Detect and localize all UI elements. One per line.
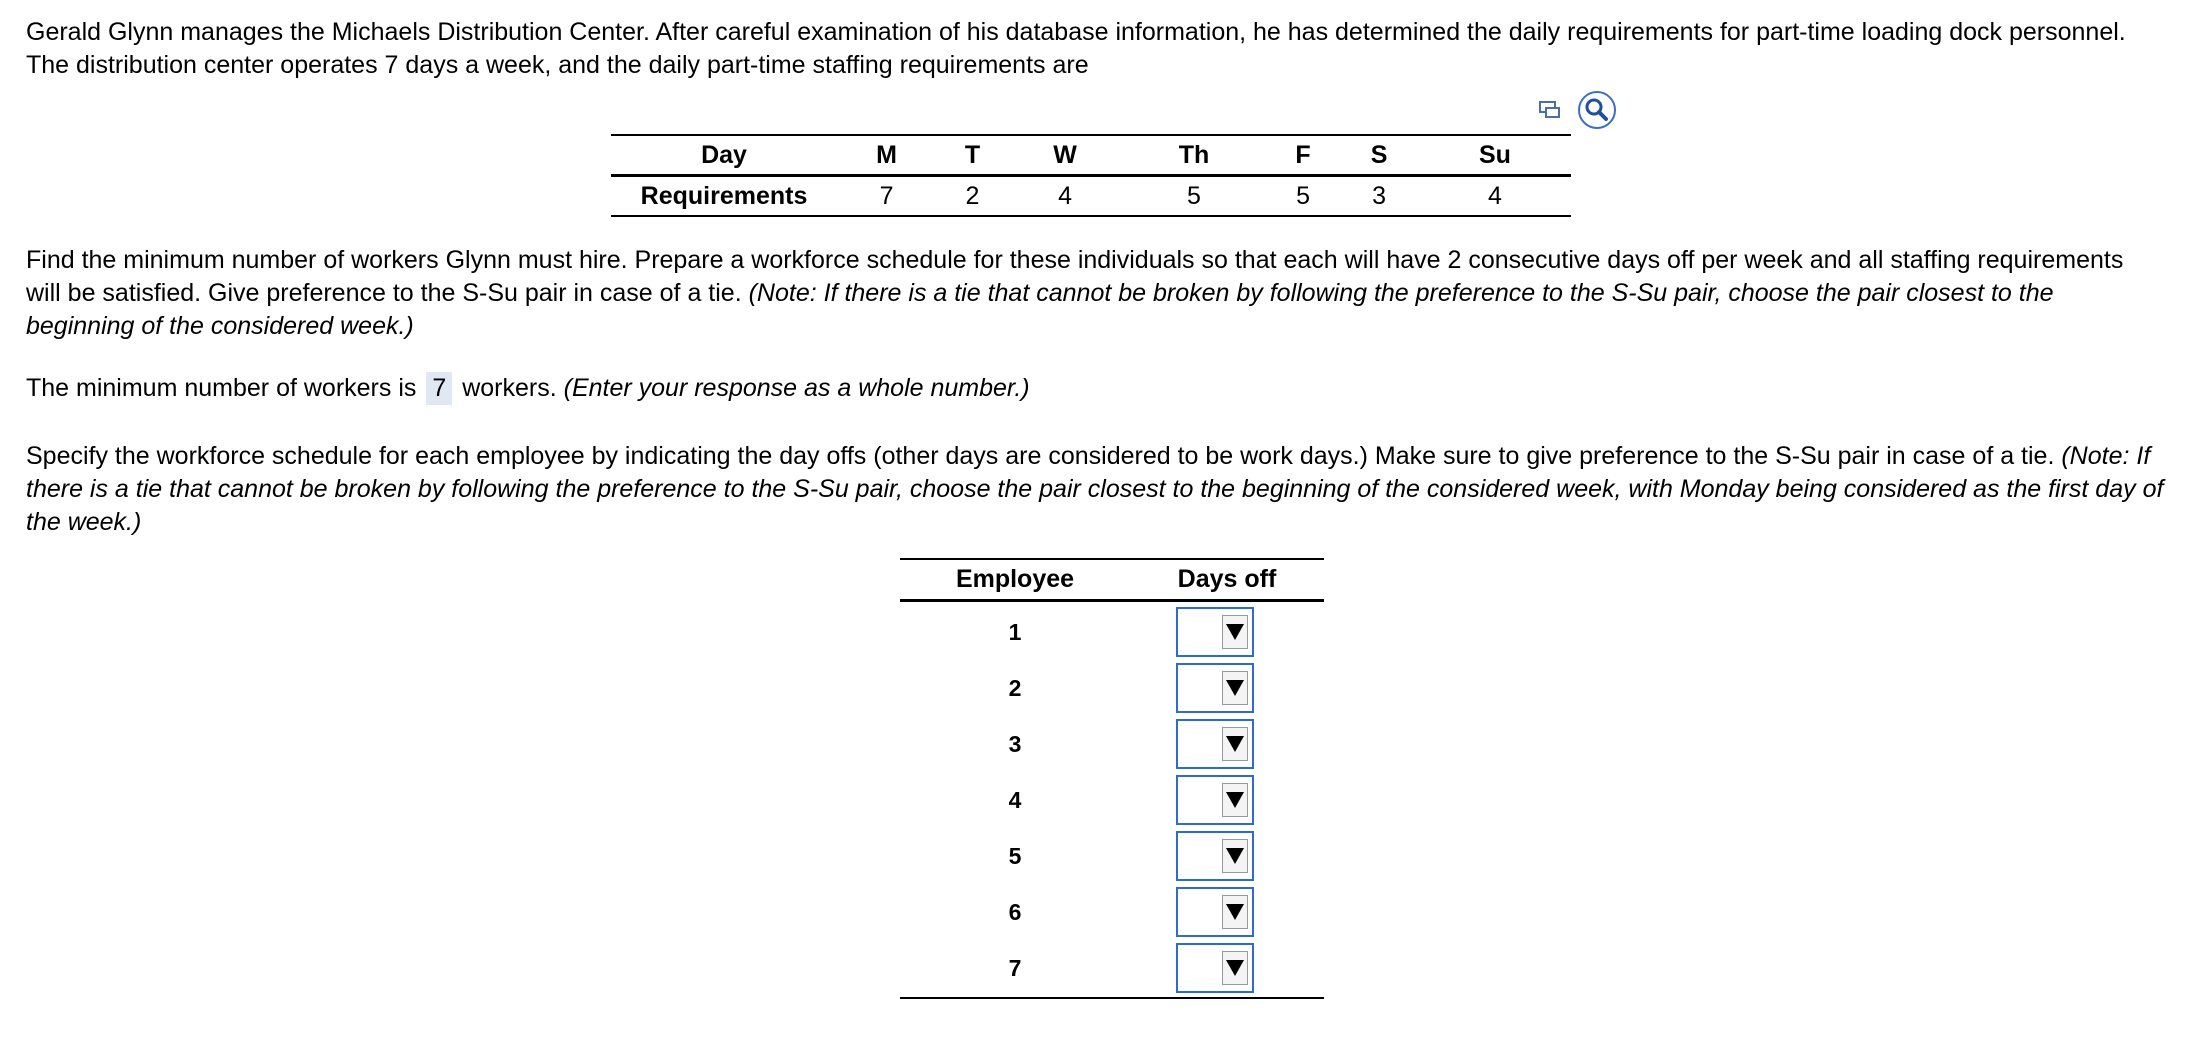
day-w: W xyxy=(1053,140,1077,169)
dropdown-arrow-icon[interactable] xyxy=(1222,671,1248,705)
table-row xyxy=(900,716,1324,772)
question-note: (Note: If there is a tie that cannot be broken by following the preference to the S-Su pair, choose the pair closest to the beginning of the considered week.) xyxy=(26,279,2054,340)
employee-number: 7 xyxy=(1008,954,1022,981)
dropdown-arrow-icon[interactable] xyxy=(1222,783,1248,817)
specify-text: Specify the workforce schedule for each employee by indicating the day offs (other days are considered to be work days.) Make sure to give preference to the S-Su pair in case of a tie. xyxy=(26,442,2055,470)
days-off-dropdown-4[interactable] xyxy=(1176,775,1254,825)
employee-number: 1 xyxy=(1008,618,1022,645)
specify-paragraph xyxy=(26,440,2176,539)
day-label: Day xyxy=(701,140,747,169)
dropdown-arrow-icon[interactable] xyxy=(1222,615,1248,649)
schedule-header xyxy=(900,558,1324,602)
dropdown-arrow-icon[interactable] xyxy=(1222,727,1248,761)
table-row xyxy=(900,660,1324,716)
requirements-row xyxy=(611,176,1571,217)
day-m: M xyxy=(876,140,897,169)
min-workers-answer-field[interactable]: 7 xyxy=(426,372,452,405)
employee-number: 4 xyxy=(1008,786,1022,813)
days-off-dropdown-7[interactable] xyxy=(1176,943,1254,993)
dropdown-arrow-icon[interactable] xyxy=(1222,895,1248,929)
req-th: 5 xyxy=(1187,181,1201,210)
day-th: Th xyxy=(1178,140,1210,169)
employee-number: 2 xyxy=(1008,674,1022,701)
table-row xyxy=(900,772,1324,828)
table-row xyxy=(900,884,1324,940)
answer-line xyxy=(26,372,1030,405)
copy-to-clipboard-icon[interactable] xyxy=(1535,95,1565,125)
intro-paragraph: Gerald Glynn manages the Michaels Distribution Center. After careful examination of his database information, he has determined the daily requirements for part-time loading dock personnel. The distribution center operates 7 days a week, and the daily part-time staffing requirements are xyxy=(26,18,2126,79)
employee-number: 5 xyxy=(1008,842,1022,869)
dropdown-arrow-icon[interactable] xyxy=(1222,839,1248,873)
dropdown-arrow-icon[interactable] xyxy=(1222,951,1248,985)
days-off-dropdown-5[interactable] xyxy=(1176,831,1254,881)
day-s: S xyxy=(1370,140,1388,169)
day-f: F xyxy=(1295,140,1311,169)
days-off-dropdown-1[interactable] xyxy=(1176,607,1254,657)
employee-number: 6 xyxy=(1008,898,1022,925)
req-w: 4 xyxy=(1058,181,1073,210)
table-row xyxy=(900,604,1324,660)
day-su: Su xyxy=(1478,140,1511,169)
answer-hint: (Enter your response as a whole number.) xyxy=(563,374,1030,402)
day-header-row xyxy=(611,135,1571,176)
table-row xyxy=(900,940,1324,996)
days-off-dropdown-2[interactable] xyxy=(1176,663,1254,713)
table-tools xyxy=(1535,90,1617,130)
specify-note: (Note: If there is a tie that cannot be broken by following the preference to the S-Su pair, choose the pair closest to the beginning of the considered week, with Monday being considered as the first day of the week.) xyxy=(26,442,2164,536)
days-off-dropdown-3[interactable] xyxy=(1176,719,1254,769)
req-t: 2 xyxy=(965,181,980,210)
answer-prefix: The minimum number of workers is xyxy=(26,374,417,402)
req-s: 3 xyxy=(1372,181,1387,210)
employee-header: Employee xyxy=(955,565,1075,593)
day-t: T xyxy=(964,140,981,169)
req-f: 5 xyxy=(1296,181,1310,210)
question-paragraph xyxy=(26,244,2156,343)
requirements-table xyxy=(611,134,1571,217)
req-m: 7 xyxy=(879,181,894,210)
schedule-table xyxy=(900,558,1324,999)
requirements-label: Requirements xyxy=(640,181,808,210)
req-su: 4 xyxy=(1487,181,1502,210)
table-row xyxy=(900,828,1324,884)
days-off-dropdown-6[interactable] xyxy=(1176,887,1254,937)
schedule-body xyxy=(900,602,1324,999)
employee-number: 3 xyxy=(1008,730,1022,757)
magnifier-icon[interactable] xyxy=(1577,90,1617,130)
answer-suffix: workers. xyxy=(462,374,557,402)
days-off-header: Days off xyxy=(1177,565,1277,593)
question-text: Find the minimum number of workers Glynn must hire. Prepare a workforce schedule for these individuals so that each will have 2 consecutive days off per week and all staffing requirements will be satisfied. Give preference to the S-Su pair in case of a tie. xyxy=(26,246,2124,307)
